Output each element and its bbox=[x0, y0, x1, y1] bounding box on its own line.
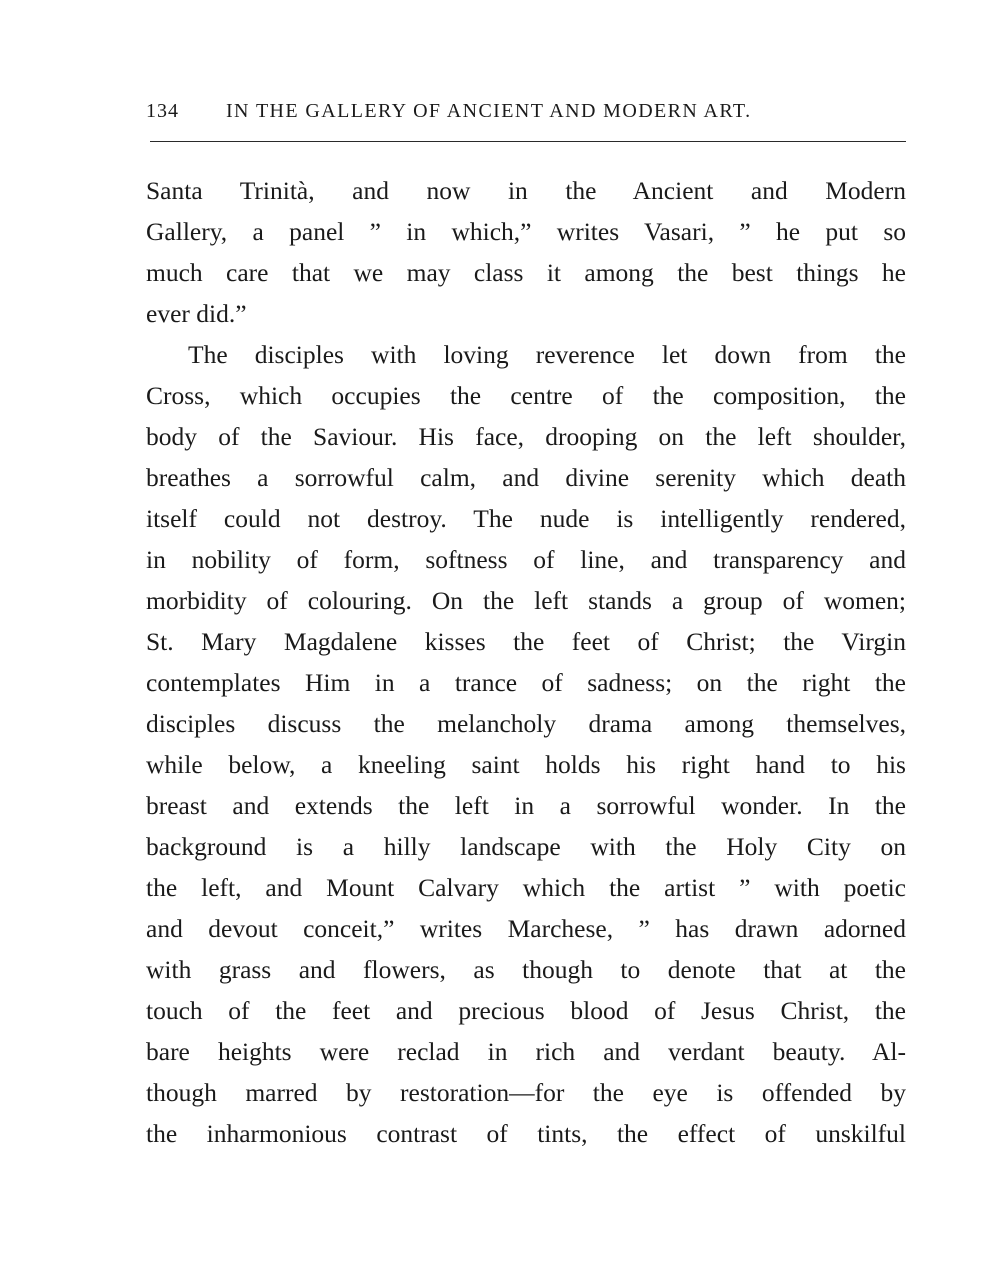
text-line: breathes a sorrowful calm, and divine serenity which death bbox=[146, 463, 906, 492]
text-line: though marred by restoration—for the eye is offended by bbox=[146, 1078, 906, 1107]
text-line: and devout conceit,” writes Marchese, ” has drawn adorned bbox=[146, 914, 906, 943]
text-line: breast and extends the left in a sorrowful wonder. In the bbox=[146, 791, 906, 820]
paragraph bbox=[146, 170, 906, 334]
text-line: Santa Trinità, and now in the Ancient and Modern bbox=[146, 176, 906, 205]
text-line: bare heights were reclad in rich and verdant beauty. Al- bbox=[146, 1037, 906, 1066]
text-line: Cross, which occupies the centre of the composition, the bbox=[146, 381, 906, 410]
text-line: the inharmonious contrast of tints, the effect of unskilful bbox=[146, 1119, 906, 1148]
body-text bbox=[146, 170, 906, 1154]
running-title: IN THE GALLERY OF ANCIENT AND MODERN ART. bbox=[226, 100, 752, 122]
page-number: 134 bbox=[146, 100, 179, 122]
text-line: contemplates Him in a trance of sadness; on the right the bbox=[146, 668, 906, 697]
text-line: ever did.” bbox=[146, 299, 247, 328]
text-line: touch of the feet and precious blood of Jesus Christ, the bbox=[146, 996, 906, 1025]
text-line: the left, and Mount Calvary which the artist ” with poetic bbox=[146, 873, 906, 902]
text-line: in nobility of form, softness of line, and transparency and bbox=[146, 545, 906, 574]
running-head bbox=[146, 100, 906, 130]
text-line: body of the Saviour. His face, drooping on the left shoulder, bbox=[146, 422, 906, 451]
text-line: with grass and flowers, as though to denote that at the bbox=[146, 955, 906, 984]
text-line: while below, a kneeling saint holds his right hand to his bbox=[146, 750, 906, 779]
text-line: background is a hilly landscape with the Holy City on bbox=[146, 832, 906, 861]
text-line: The disciples with loving reverence let down from the bbox=[188, 340, 906, 369]
text-line: Gallery, a panel ” in which,” writes Vasari, ” he put so bbox=[146, 217, 906, 246]
text-line: much care that we may class it among the best things he bbox=[146, 258, 906, 287]
text-line: disciples discuss the melancholy drama among themselves, bbox=[146, 709, 906, 738]
text-line: St. Mary Magdalene kisses the feet of Christ; the Virgin bbox=[146, 627, 906, 656]
paragraph bbox=[146, 334, 906, 1154]
text-line: itself could not destroy. The nude is intelligently rendered, bbox=[146, 504, 906, 533]
text-line: morbidity of colouring. On the left stands a group of women; bbox=[146, 586, 906, 615]
header-rule bbox=[150, 141, 906, 142]
